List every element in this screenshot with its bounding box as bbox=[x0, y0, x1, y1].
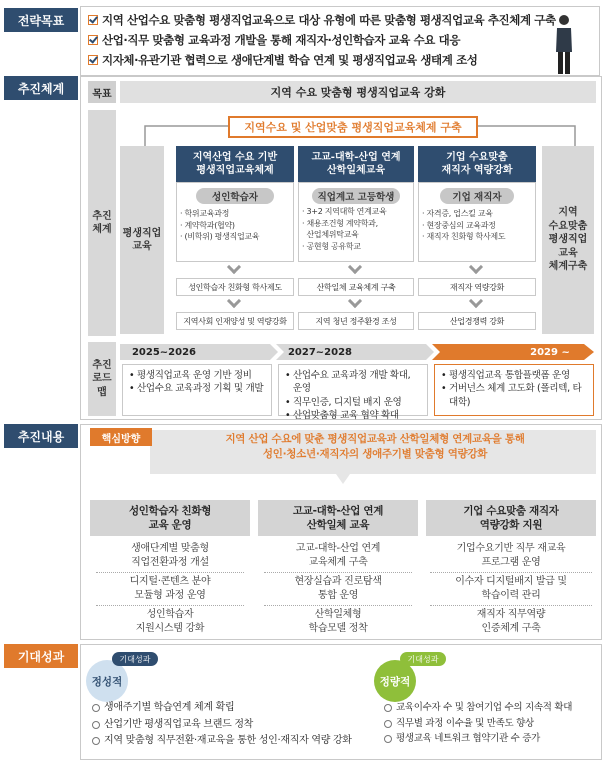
list-item: • 산업수요 교육과정 기획 및 개발 bbox=[129, 382, 265, 395]
list-item: · 계약학과(협약) bbox=[180, 220, 235, 230]
roadmap-period-1: 2025~2026 bbox=[131, 346, 197, 358]
content-col2-body bbox=[264, 540, 412, 638]
section-label-strategy: 전략목표 bbox=[4, 8, 78, 32]
list-item: 평생교육 네트워크 협약기관 수 증가 bbox=[384, 731, 598, 747]
system-col2-pill: 직업계고 고등학생 bbox=[312, 188, 400, 204]
qualitative-tag: 기대성과 bbox=[112, 652, 158, 666]
list-item: • 거버넌스 체계 고도화 (폴리텍, 타 대학) bbox=[441, 382, 587, 409]
list-item: 직무별 과정 이수율 및 만족도 향상 bbox=[384, 716, 598, 732]
bullet-icon bbox=[384, 704, 392, 712]
list-item: • 산업수요 교육과정 개발 확대, 운영 bbox=[285, 369, 421, 396]
roadmap-side-label: 추진 로드 맵 bbox=[88, 342, 116, 416]
system-col2-result2: 지역 청년 정주환경 조성 bbox=[298, 312, 414, 330]
system-col1-result2: 지역사회 인재양성 및 역량강화 bbox=[176, 312, 294, 330]
list-item: · 자격증, 업스킬 교육 bbox=[422, 209, 493, 218]
list-item: 산업기반 평생직업교육 브랜드 정착 bbox=[92, 717, 382, 734]
list-item: · (비학위) 평생직업교육 bbox=[180, 232, 260, 242]
content-col3-head: 기업 수요맞춤 재직자 역량강화 지원 bbox=[426, 500, 596, 536]
strategy-goal-1: 지역 산업수요 맞춤형 평생직업교육으로 대상 유형에 따른 맞춤형 평생직업교육 추진체계 구축 bbox=[88, 12, 556, 28]
list-item: • 직무인증, 디지털 배지 운영 bbox=[285, 396, 421, 409]
system-col1-result1: 성인학습자 친화형 학사제도 bbox=[176, 278, 294, 296]
list-item: · 학위교육과정 bbox=[180, 209, 230, 218]
content-col3-body bbox=[430, 540, 592, 638]
content-col1-head: 성인학습자 친화형 교육 운영 bbox=[90, 500, 250, 536]
system-col3-head: 기업 수요맞춤 재직자 역량강화 bbox=[418, 146, 536, 182]
bullet-icon bbox=[384, 720, 392, 728]
bullet-icon bbox=[92, 721, 100, 729]
list-item: 성인학습자 지원시스템 강화 bbox=[135, 609, 205, 634]
list-item: • 평생직업교육 운영 기반 정비 bbox=[129, 369, 265, 382]
bullet-icon bbox=[92, 704, 100, 712]
system-col3-list bbox=[422, 208, 534, 243]
content-col1-body bbox=[96, 540, 244, 638]
strategy-goal-2: 산업·직무 맞춤형 교육과정 개발을 통해 재직자·성인학습자 교육 수요 대응 bbox=[88, 32, 460, 48]
target-bar: 지역 수요 맞춤형 평생직업교육 강화 bbox=[120, 81, 596, 103]
list-item: · 채용조건형 계약학과, bbox=[302, 218, 378, 228]
roadmap-period-3: 2029 ~ bbox=[530, 346, 570, 358]
roadmap-box-2 bbox=[278, 364, 428, 421]
quantitative-tag: 기대성과 bbox=[400, 652, 446, 666]
list-item: · 현장중심의 교육과정 bbox=[422, 220, 496, 230]
check-icon bbox=[88, 55, 98, 65]
system-banner: 지역수요 및 산업맞춤 평생직업교육체제 구축 bbox=[228, 116, 478, 138]
roadmap-box-3 bbox=[434, 364, 594, 416]
system-col3-pill: 기업 재직자 bbox=[440, 188, 514, 204]
list-item: · 3+2 지역대학 연계교육 bbox=[302, 207, 387, 216]
system-col3-result2: 산업경쟁력 강화 bbox=[418, 312, 536, 330]
quantitative-badge: 정량적 bbox=[374, 660, 416, 702]
core-direction-label: 핵심방향 bbox=[90, 428, 152, 446]
businessman-icon bbox=[553, 14, 575, 76]
system-col2-head: 고교-대학-산업 연계 산학일체교육 bbox=[298, 146, 414, 182]
system-col1-pill: 성인학습자 bbox=[196, 188, 274, 204]
list-item: 재직자 직무역량 인증체계 구축 bbox=[476, 609, 546, 634]
list-item: · 공현형 공유학교 bbox=[302, 241, 361, 251]
bullet-icon bbox=[384, 735, 392, 743]
core-direction-text: 지역 산업 수요에 맞춘 평생직업교육과 산학일체형 연계교육을 통해 성인·청소년·재직자의 생애주기별 맞춤형 역량강화 bbox=[225, 433, 525, 461]
bullet-icon bbox=[92, 737, 100, 745]
list-item: 현장실습과 진로탐색 통합 운영 bbox=[264, 573, 412, 606]
list-item: • 산업맞춤형 교육 협약 확대 bbox=[285, 409, 421, 422]
roadmap-box-1 bbox=[122, 364, 272, 416]
list-item: 산업체위탁교육 bbox=[306, 230, 359, 240]
section-label-expected: 기대성과 bbox=[4, 644, 78, 668]
list-item: 산학일체형 학습모델 정착 bbox=[308, 609, 368, 634]
qualitative-list bbox=[92, 700, 382, 750]
content-col2-head: 고교-대학-산업 연계 산학일체 교육 bbox=[258, 500, 418, 536]
roadmap-period-2: 2027~2028 bbox=[287, 346, 353, 358]
system-col2-result1: 산학일체 교육체계 구축 bbox=[298, 278, 414, 296]
list-item: 디지털·콘텐츠 분야 모듈형 과정 운영 bbox=[96, 573, 244, 606]
system-col1-head: 지역산업 수요 기반 평생직업교육체제 bbox=[176, 146, 294, 182]
check-icon bbox=[88, 35, 98, 45]
list-item: 생애단계별 맞춤형 직업전환과정 개설 bbox=[96, 540, 244, 573]
system-col2-list bbox=[302, 206, 412, 252]
check-icon bbox=[88, 15, 98, 25]
system-left-box: 평생직업 교육 bbox=[120, 146, 164, 334]
strategy-goal-3: 지자체·유관기관 협력으로 생애단계별 학습 연계 및 평생직업교육 생태계 조성 bbox=[88, 52, 477, 68]
system-side-label: 추진 체계 bbox=[88, 110, 116, 336]
quantitative-list bbox=[384, 700, 598, 747]
section-label-system: 추진체계 bbox=[4, 76, 78, 100]
section-label-content: 추진내용 bbox=[4, 424, 78, 448]
list-item: 생애주기별 학습연계 체계 확립 bbox=[92, 700, 382, 717]
target-label: 목표 bbox=[88, 81, 116, 103]
list-item: 기업수요기반 직무 재교육 프로그램 운영 bbox=[430, 540, 592, 573]
list-item: 교육이수자 수 및 참여기업 수의 지속적 확대 bbox=[384, 700, 598, 716]
system-col3-result1: 재직자 역량강화 bbox=[418, 278, 536, 296]
list-item: 이수자 디지털배지 발급 및 학습이력 관리 bbox=[430, 573, 592, 606]
list-item: 고교-대학-산업 연계 교육체계 구축 bbox=[264, 540, 412, 573]
system-right-box: 지역 수요맞춤 평생직업 교육 체계구축 bbox=[542, 146, 594, 334]
qualitative-badge: 정성적 bbox=[86, 660, 128, 702]
list-item: 지역 맞춤형 직무전환·재교육을 통한 성인·재직자 역량 강화 bbox=[92, 733, 382, 750]
list-item: · 재직자 친화형 학사제도 bbox=[422, 232, 506, 242]
list-item: • 평생직업교육 통합플랫폼 운영 bbox=[441, 369, 587, 382]
system-col1-list bbox=[180, 208, 292, 243]
